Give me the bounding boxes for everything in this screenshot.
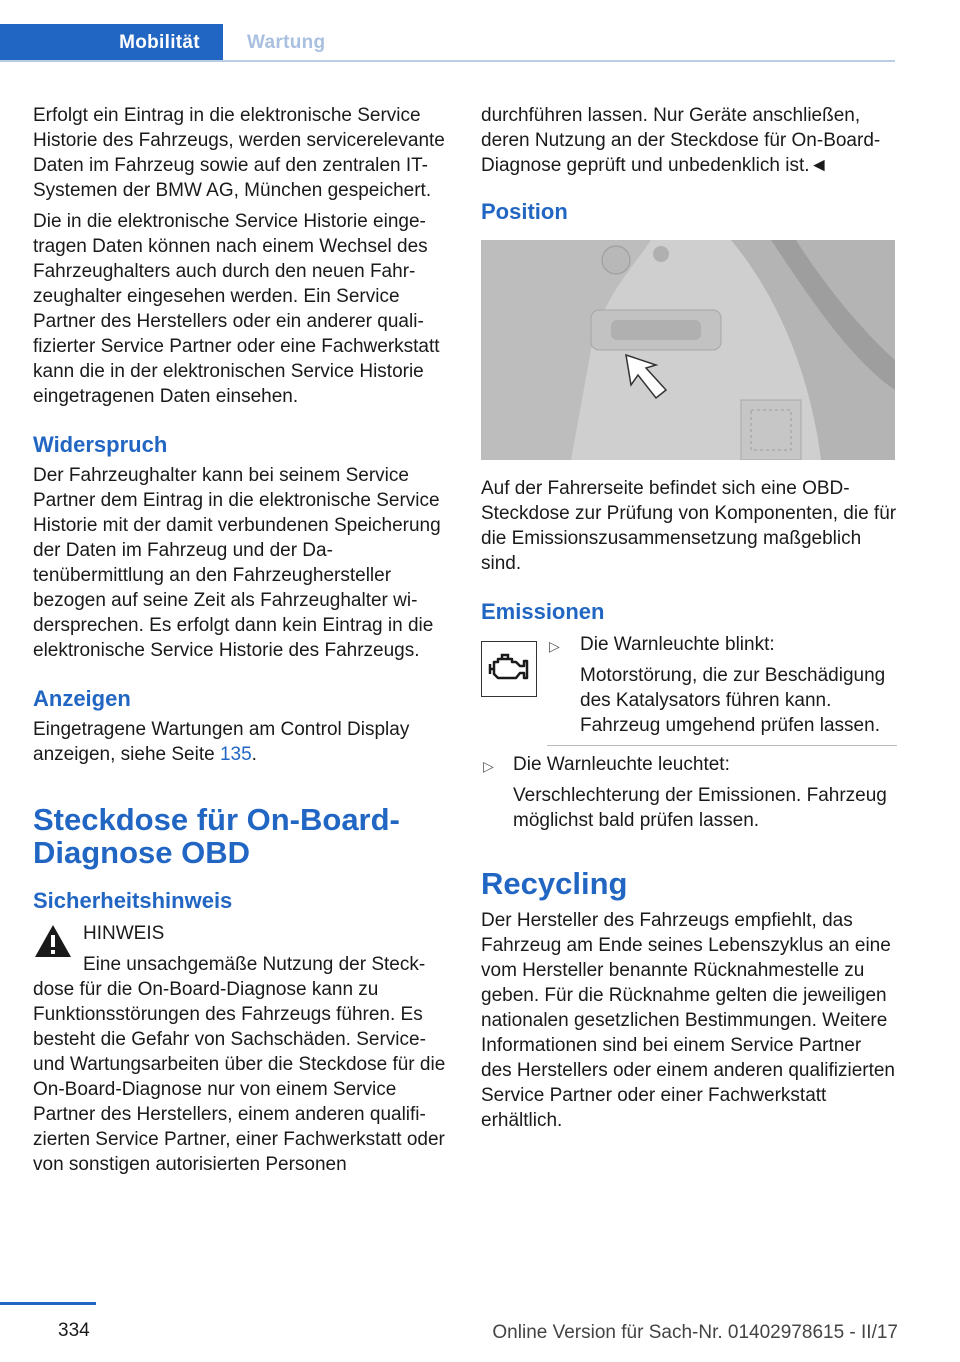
hint-label: HINWEIS	[83, 923, 165, 944]
tab-mobilitaet[interactable]: Mobilität	[96, 24, 223, 62]
bullet-1-text: Motorstörung, die zur Beschädigung des Katalysators führen kann. Fahrzeug umgehend prüfen lassen.	[580, 665, 886, 736]
heading-position: Position	[481, 199, 568, 224]
chapter-tabs	[0, 24, 895, 62]
anzeigen-end: .	[251, 744, 257, 765]
heading-recycling: Recycling	[481, 866, 628, 901]
tab-accent-bar	[0, 24, 96, 62]
heading-widerspruch: Widerspruch	[33, 432, 168, 457]
paragraph-daten-einsehen: Die in die elektronische Service Historie eingetragen Daten können nach einem Wechsel des Fahrzeughalters auch durch den neuen Fahrzeughalter eingesehen werden. Ein Service Partner des Herstellers oder ein anderer qualifizierter Service Partner oder eine Fachwerkstatt kann die in der elektronischen Service Historie eingetragenen Daten einsehen.	[33, 211, 440, 407]
warning-triangle-icon	[33, 923, 73, 959]
emissions-list	[481, 632, 897, 807]
hint-block	[33, 921, 449, 946]
bullet-icon: ▷	[483, 758, 494, 774]
bullet-2-text: Verschlechterung der Emissionen. Fahrzeug möglichst bald prüfen lassen.	[513, 785, 887, 831]
bullet-icon: ▷	[549, 638, 560, 654]
tab-underline	[0, 60, 895, 62]
page-link-135[interactable]: 135	[219, 744, 252, 765]
paragraph-widerspruch: Der Fahrzeughalter kann bei seinem Service Partner dem Eintrag in die elektronische Service Historie mit der damit verbundenen Speicherung der Daten im Fahrzeug und der Datenübermittlung an den Fahrzeughersteller bezogen auf seine Zeit als Fahrzeughalter widersprechen. Es erfolgt dann kein Eintrag in die elektronische Service Historie des Fahrzeugs.	[33, 465, 441, 661]
tab-wartung[interactable]: Wartung	[247, 32, 326, 53]
separator	[547, 745, 897, 746]
footer-accent-line	[0, 1302, 96, 1305]
engine-warning-icon	[481, 641, 537, 697]
paragraph-anzeigen	[33, 717, 449, 767]
paragraph-service-historie: Erfolgt ein Eintrag in die elektronische Service Historie des Fahrzeugs, werden servicerelevante Daten im Fahrzeug sowie auf den zentralen IT-Systemen der BMW AG, München gespeichert.	[33, 105, 445, 201]
hint-text: Eine unsachgemäße Nutzung der Steckdose für die On-Board-Diagnose kann zu Funktionsstörungen des Fahrzeugs führen. Es besteht die Gefahr von Sachschäden. Service- und Wartungsarbeiten über die Steckdose für die On-Board-Diagnose nur von einem Service Partner des Herstellers, einem anderen qualifizierten Service Partner, einer Fachwerkstatt oder von sonstigen autorisierten Personen	[33, 954, 446, 1175]
obd-position-photo	[481, 240, 895, 460]
online-version-note: Online Version für Sach-Nr. 01402978615 - II/17	[492, 1322, 898, 1343]
paragraph-continuation: durchführen lassen. Nur Geräte anschließen, deren Nutzung an der Steckdose für On-Board-Diagnose geprüft und unbedenklich ist.◄	[481, 105, 881, 176]
anzeigen-text: Eingetragene Wartungen am Control Display anzeigen, siehe Seite	[33, 719, 410, 765]
right-column	[481, 103, 897, 1139]
bullet-1-title: Die Warnleuchte blinkt:	[580, 634, 775, 655]
page-number: 334	[58, 1320, 90, 1341]
bullet-2-title: Die Warnleuchte leuchtet:	[513, 754, 730, 775]
heading-sicherheitshinweis: Sicherheitshinweis	[33, 888, 233, 913]
paragraph-position: Auf der Fahrerseite befindet sich eine OBD-Steckdose zur Prüfung von Komponenten, die für die Emissionszusammensetzung maßgeblich sind.	[481, 478, 897, 574]
paragraph-recycling: Der Hersteller des Fahrzeugs empfiehlt, das Fahrzeug am Ende seines Lebenszyklus an eine vom Hersteller benannte Rücknahmestelle zu geben. Für die Rücknahme gelten die jeweiligen nationalen gesetzlichen Bestimmungen. Weitere Informationen sind bei einem Service Partner des Herstellers oder einem anderen qualifizierten Service Partner oder einer Fachwerkstatt erhältlich.	[481, 910, 896, 1131]
left-column	[33, 103, 449, 1183]
heading-obd: Steckdose für On-Board-Diagnose OBD	[33, 802, 400, 870]
heading-emissionen: Emissionen	[481, 599, 605, 624]
heading-anzeigen: Anzeigen	[33, 686, 131, 711]
